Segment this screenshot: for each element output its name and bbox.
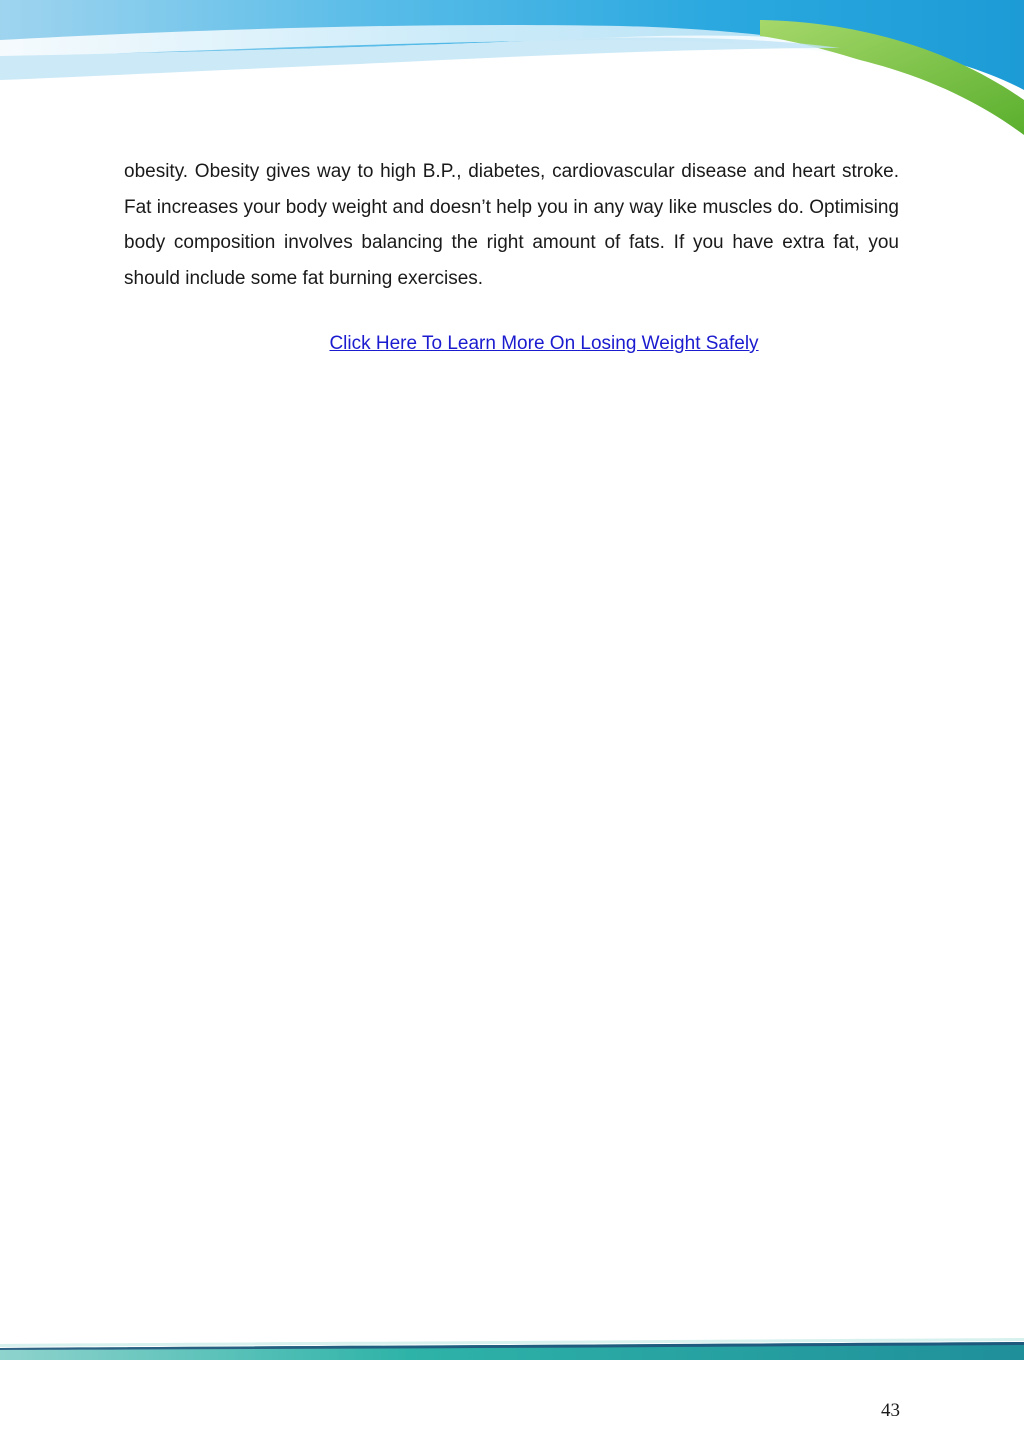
page-number: 43 bbox=[881, 1400, 900, 1421]
link-container bbox=[124, 333, 964, 355]
header-wave-decoration bbox=[0, 0, 1024, 140]
page-content bbox=[124, 154, 899, 296]
footer-band-decoration bbox=[0, 1336, 1024, 1366]
body-paragraph: obesity. Obesity gives way to high B.P., diabetes, cardiovascular disease and heart stroke. Fat increases your body weight and doesn’t help you in any way like muscles do. Optimising body composition involves balancing the right amount of fats. If you have extra fat, you should include some fat burning exercises. bbox=[124, 161, 899, 289]
learn-more-link[interactable]: Click Here To Learn More On Losing Weight Safely bbox=[329, 333, 759, 354]
